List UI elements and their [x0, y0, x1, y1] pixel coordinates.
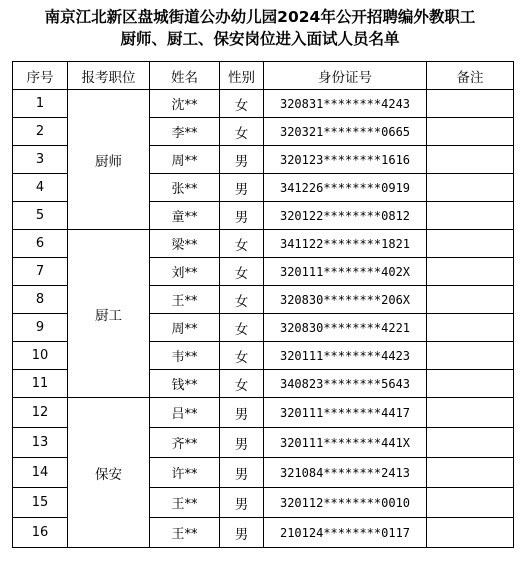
- row-number: 7: [13, 258, 68, 286]
- candidate-name: 韦**: [150, 342, 220, 370]
- header-sex: 性别: [220, 62, 264, 90]
- header-id-number: 身份证号: [264, 62, 427, 90]
- candidate-note: [427, 458, 514, 488]
- candidate-name: 沈**: [150, 90, 220, 118]
- row-number: 12: [13, 398, 68, 428]
- candidate-sex: 男: [220, 458, 264, 488]
- row-number: 8: [13, 286, 68, 314]
- candidate-name: 齐**: [150, 428, 220, 458]
- candidate-sex: 男: [220, 202, 264, 230]
- candidate-name: 李**: [150, 118, 220, 146]
- table-row: [13, 398, 514, 428]
- table-row: [13, 90, 514, 118]
- row-number: 16: [13, 518, 68, 548]
- document-title: [0, 6, 520, 50]
- candidate-table: [12, 61, 514, 548]
- candidate-name: 周**: [150, 146, 220, 174]
- candidate-sex: 男: [220, 518, 264, 548]
- row-number: 15: [13, 488, 68, 518]
- candidate-sex: 男: [220, 174, 264, 202]
- row-number: 10: [13, 342, 68, 370]
- candidate-name: 王**: [150, 286, 220, 314]
- candidate-name: 童**: [150, 202, 220, 230]
- candidate-name: 张**: [150, 174, 220, 202]
- candidate-note: [427, 370, 514, 398]
- candidate-id-number: 340823********5643: [264, 370, 427, 398]
- row-number: 11: [13, 370, 68, 398]
- candidate-name: 周**: [150, 314, 220, 342]
- header-note: 备注: [427, 62, 514, 90]
- row-number: 13: [13, 428, 68, 458]
- row-number: 4: [13, 174, 68, 202]
- candidate-id-number: 320830********206X: [264, 286, 427, 314]
- candidate-note: [427, 518, 514, 548]
- candidate-sex: 男: [220, 488, 264, 518]
- candidate-sex: 女: [220, 342, 264, 370]
- candidate-name: 王**: [150, 488, 220, 518]
- candidate-note: [427, 202, 514, 230]
- table-row: [13, 230, 514, 258]
- candidate-id-number: 341122********1821: [264, 230, 427, 258]
- candidate-sex: 男: [220, 428, 264, 458]
- header-no: 序号: [13, 62, 68, 90]
- candidate-name: 许**: [150, 458, 220, 488]
- position-cell: 厨工: [68, 230, 150, 398]
- candidate-id-number: 320111********402X: [264, 258, 427, 286]
- candidate-note: [427, 118, 514, 146]
- header-name: 姓名: [150, 62, 220, 90]
- candidate-note: [427, 342, 514, 370]
- candidate-id-number: 320321********0665: [264, 118, 427, 146]
- candidate-sex: 女: [220, 118, 264, 146]
- candidate-name: 王**: [150, 518, 220, 548]
- candidate-id-number: 320123********1616: [264, 146, 427, 174]
- row-number: 6: [13, 230, 68, 258]
- table-body: [13, 90, 514, 548]
- candidate-id-number: 320831********4243: [264, 90, 427, 118]
- candidate-name: 梁**: [150, 230, 220, 258]
- row-number: 9: [13, 314, 68, 342]
- candidate-id-number: 321084********2413: [264, 458, 427, 488]
- header-position: 报考职位: [68, 62, 150, 90]
- candidate-sex: 女: [220, 314, 264, 342]
- row-number: 1: [13, 90, 68, 118]
- candidate-note: [427, 398, 514, 428]
- candidate-note: [427, 174, 514, 202]
- candidate-note: [427, 258, 514, 286]
- row-number: 2: [13, 118, 68, 146]
- table-header-row: [13, 62, 514, 90]
- candidate-id-number: 320111********4423: [264, 342, 427, 370]
- candidate-sex: 女: [220, 286, 264, 314]
- candidate-id-number: 320111********4417: [264, 398, 427, 428]
- candidate-note: [427, 428, 514, 458]
- position-cell: 保安: [68, 398, 150, 548]
- candidate-id-number: 320111********441X: [264, 428, 427, 458]
- candidate-name: 刘**: [150, 258, 220, 286]
- candidate-name: 钱**: [150, 370, 220, 398]
- title-line-2: 厨师、厨工、保安岗位进入面试人员名单: [120, 30, 400, 48]
- candidate-sex: 女: [220, 258, 264, 286]
- candidate-sex: 男: [220, 398, 264, 428]
- row-number: 14: [13, 458, 68, 488]
- candidate-id-number: 320122********0812: [264, 202, 427, 230]
- candidate-sex: 男: [220, 146, 264, 174]
- candidate-note: [427, 90, 514, 118]
- candidate-note: [427, 146, 514, 174]
- row-number: 5: [13, 202, 68, 230]
- candidate-sex: 女: [220, 370, 264, 398]
- candidate-id-number: 320830********4221: [264, 314, 427, 342]
- position-cell: 厨师: [68, 90, 150, 230]
- title-line-1: 南京江北新区盘城街道公办幼儿园2024年公开招聘编外教职工: [44, 8, 476, 26]
- candidate-id-number: 210124********0117: [264, 518, 427, 548]
- candidate-note: [427, 488, 514, 518]
- candidate-sex: 女: [220, 230, 264, 258]
- candidate-id-number: 320112********0010: [264, 488, 427, 518]
- candidate-sex: 女: [220, 90, 264, 118]
- candidate-note: [427, 314, 514, 342]
- candidate-note: [427, 286, 514, 314]
- candidate-id-number: 341226********0919: [264, 174, 427, 202]
- row-number: 3: [13, 146, 68, 174]
- candidate-note: [427, 230, 514, 258]
- candidate-name: 吕**: [150, 398, 220, 428]
